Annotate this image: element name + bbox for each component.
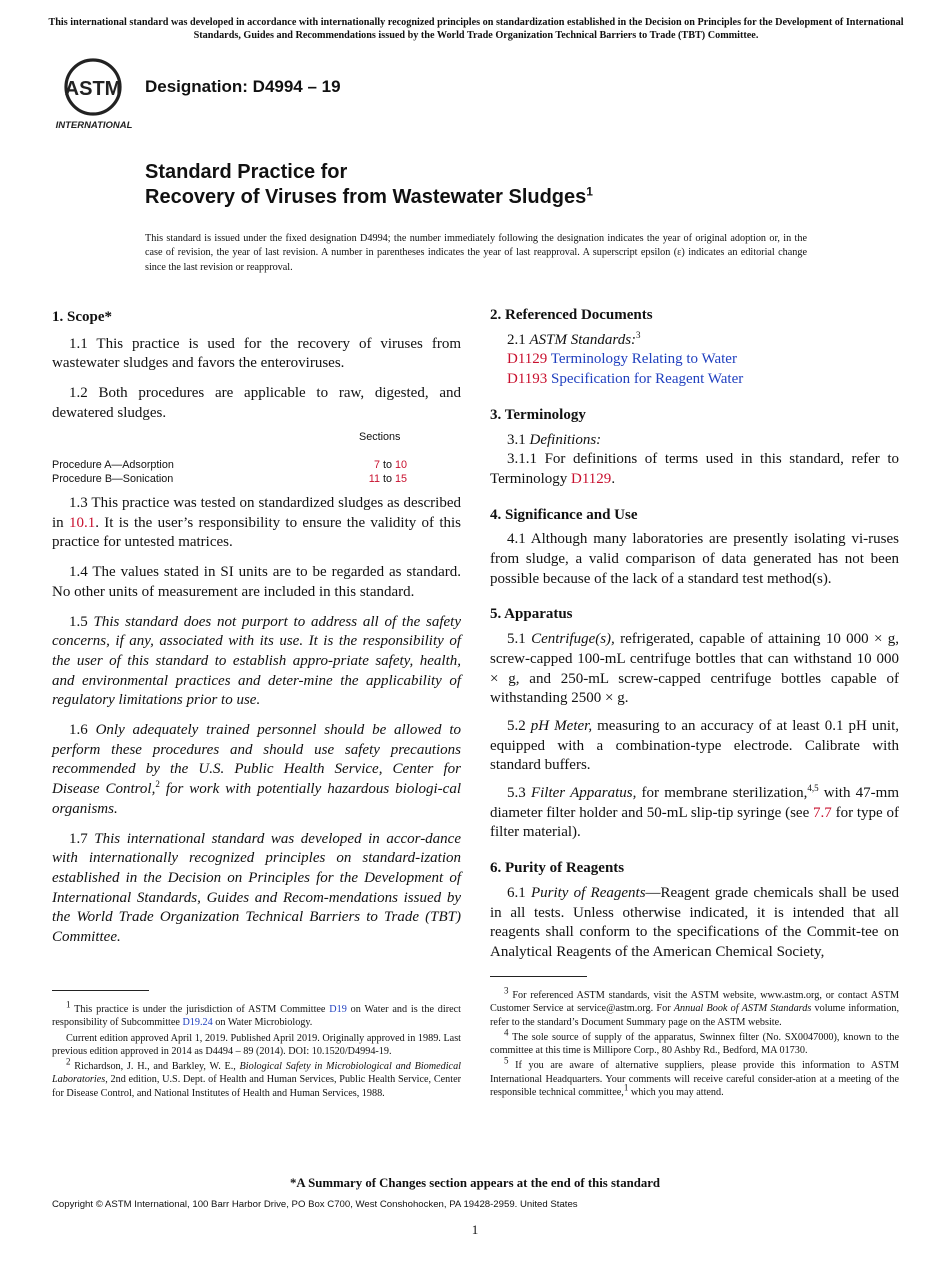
- footnote-1: $^1$ This practice is under the jurisdiction of ASTM Committee D19 on Water and is the direct responsibility of Subcommittee D19.24 on Water Microbiology.: [52, 999, 461, 1029]
- para-4-1: 4.1 Although many laboratories are presently isolating vi-ruses from sludge, a valid comparison of data generated has not been possible because of the lack of a standard test method(s).: [490, 531, 899, 587]
- para-3-1: 3.1 Definitions:: [507, 431, 602, 448]
- para-1-4: 1.4 The values stated in SI units are to be regarded as standard. No other units of measurement are included in this standard.: [52, 564, 461, 600]
- section-link[interactable]: 11: [368, 472, 380, 485]
- section-link[interactable]: 7: [373, 459, 380, 471]
- para-1-3: 1.3 This practice was tested on standardized sludges as described in 10.1. It is the user’s responsibility to ensure the validity of this practice for untested matrices.: [52, 495, 461, 551]
- summary-note: *A Summary of Changes section appears at the end of this standard: [289, 1176, 661, 1190]
- para-1-5: 1.5 This standard does not purport to address all of the safety concerns, if any, associated with its use. It is the responsibility of the user of this standard to establish appro-priate safety, health, and environmental practices and deter-mine the applicability of regulatory limitations prior to use.: [52, 613, 462, 709]
- section-link[interactable]: 10.1: [68, 514, 96, 531]
- purity-heading: 6. Purity of Reagents: [490, 860, 625, 877]
- section-link[interactable]: 7.7: [813, 804, 832, 821]
- apparatus-heading: 5. Apparatus: [490, 606, 573, 623]
- table-row: [52, 473, 407, 487]
- ref-item: [490, 350, 899, 370]
- title-line1: Standard Practice for: [145, 161, 348, 183]
- para-1-1: 1.1 This practice is used for the recovery of viruses from wastewater sludges and favors the enteroviruses.: [52, 335, 461, 372]
- right-column: [490, 306, 899, 963]
- footnote-rule: [490, 976, 587, 977]
- para-2-1: 2.1 ASTM Standards:$^3$: [507, 329, 641, 348]
- para-5-3: 5.3 Filter Apparatus, for membrane sterilization,$^{4,5}$ with 47-mm diameter filter holder and 50-mL slip-tip syringe (see 7.7 for type of filter material).: [490, 783, 899, 841]
- ref-code-link[interactable]: D1193: [507, 371, 548, 388]
- section-link[interactable]: 15: [394, 472, 407, 485]
- para-1-2: 1.2 Both procedures are applicable to raw, digested, and dewatered sludges.: [52, 385, 461, 421]
- footnote-ref: 3: [636, 329, 641, 340]
- para-1-7: 1.7 This international standard was developed in accor-dance with internationally recognized principles on standard-ization established in the Decision on Principles for the Development of International Standards, Guides and Recom-mendations issued by the World Trade Organization Technical Barriers to Trade (TBT) Committee.: [52, 830, 462, 946]
- title-line2: Recovery of Viruses from Wastewater Sludges: [145, 186, 587, 208]
- para-1-6: 1.6 Only adequately trained personnel should be allowed to perform these procedures and should use safety precautions recommended by the U.S. Public Health Service, Center for Disease Control,$^2$ for work with potentially hazardous biologi-cal organisms.: [52, 722, 462, 817]
- title-footnote-ref: 1: [586, 184, 593, 199]
- footnote-2: $^2$ Richardson, J. H., and Barkley, W. E., Biological Safety in Microbiological and Biomedical Laboratories, 2nd edition, U.S. Dept. of Health and Human Services, Public Health Service, Center for Disease Control, and National Institutes of Health and Human Services, 1988.: [52, 1056, 462, 1099]
- ref-code-link[interactable]: D1129: [507, 351, 548, 368]
- left-column-cont: [52, 494, 461, 948]
- tbt-notice: This international standard was developed in accordance with internationally recognized principles on standardization established in the Decision on Principles for the Development of International Standards, Guides and Recommendations issued by the World Trade Organization Technical Barriers to Trade (TBT) Committee.: [48, 17, 904, 41]
- footnote-1-edition: Current edition approved April 1, 2019. Published April 2019. Originally approved in 1989. Last previous edition approved in 2014 as D4494 – 89 (2014). DOI: 10.1520/D4994-19.: [52, 1032, 461, 1057]
- ref-title-link[interactable]: Specification for Reagent Water: [551, 371, 744, 388]
- designation: Designation: D4994 – 19: [145, 77, 341, 96]
- table-row-label: Procedure B—Sonication: [52, 472, 174, 485]
- footnotes-right: [490, 985, 900, 1099]
- sections-table: [52, 459, 407, 486]
- footnote-4: $^4$ The sole source of supply of the apparatus, Swinnex filter (No. SX0047000), known to the committee at this time is Millipore Corp., 80 Ashby Rd., Bedford, MA 01730.: [490, 1027, 899, 1057]
- sections-header: Sections: [359, 431, 401, 443]
- section-link[interactable]: 10: [394, 459, 407, 471]
- scope-heading: 1. Scope*: [52, 309, 112, 325]
- committee-link[interactable]: D19: [329, 1004, 347, 1015]
- footnote-5: $^5$ If you are aware of alternative suppliers, please provide this information to ASTM International Headquarters. Your comments will receive careful consider-ation at a meeting of the responsible technical committee,$^1$ which you may attend.: [490, 1056, 900, 1099]
- to-text: to: [382, 472, 392, 485]
- para-6-1: 6.1 Purity of Reagents—Reagent grade chemicals shall be used in all tests. Unless otherwise indicated, it is intended that all reagents shall conform to the specifications of the Commit-tee on Analytical Reagents of the American Chemical Society,: [490, 884, 899, 960]
- ref-title-link[interactable]: Terminology Relating to Water: [550, 351, 737, 368]
- table-row-label: Procedure A—Adsorption: [52, 459, 174, 471]
- table-row: [52, 459, 407, 473]
- page-title: [145, 160, 593, 210]
- footnotes-left: [52, 999, 462, 1100]
- footnote-ref: 4,5: [807, 783, 819, 794]
- referenced-documents-heading: 2. Referenced Documents: [490, 307, 653, 323]
- subcommittee-link[interactable]: D19.24: [182, 1017, 213, 1029]
- ref-code-link[interactable]: D1129: [571, 470, 612, 487]
- logo-international: INTERNATIONAL: [55, 120, 133, 129]
- astm-logo: [55, 57, 133, 129]
- footnote-rule: [52, 990, 149, 991]
- ref-item: [490, 370, 899, 390]
- copyright: Copyright © ASTM International, 100 Barr Harbor Drive, PO Box C700, West Conshohocken, PA 19428-2959. United States: [52, 1199, 578, 1210]
- para-5-2: 5.2 pH Meter, measuring to an accuracy of at least 0.1 pH unit, equipped with a combination-type electrode. Calibrate with standard buffers.: [490, 717, 899, 774]
- logo-text: ASTM: [64, 78, 122, 100]
- para-5-1: 5.1 Centrifuge(s), refrigerated, capable of attaining 10 000 × g, screw-capped 100-mL centrifuge bottles that can withstand 10 000 × g, and 250-mL screw-capped centrifuge bottles capable of withstanding 2500 × g.: [490, 631, 899, 707]
- footnote-3: $^3$ For referenced ASTM standards, visit the ASTM website, www.astm.org, or contact ASTM Customer Service at service@astm.org. For Annual Book of ASTM Standards volume information, refer to the standard’s Document Summary page on the ASTM website.: [490, 985, 900, 1028]
- issued-statement: This standard is issued under the fixed designation D4994; the number immediately following the designation indicates the year of original adoption or, in the case of revision, the year of last revision. A number in parentheses indicates the year of last reapproval. A superscript epsilon (ε) indicates an editorial change since the last revision or reapproval.: [145, 233, 807, 273]
- terminology-heading: 3. Terminology: [490, 406, 586, 423]
- to-text: to: [382, 459, 392, 471]
- para-3-1-1: 3.1.1 For definitions of terms used in this standard, refer to Terminology D1129.: [490, 451, 899, 487]
- page-number: 1: [471, 1222, 479, 1237]
- significance-heading: 4. Significance and Use: [490, 506, 638, 523]
- footnote-ref: 2: [155, 779, 160, 790]
- left-column: [52, 308, 461, 424]
